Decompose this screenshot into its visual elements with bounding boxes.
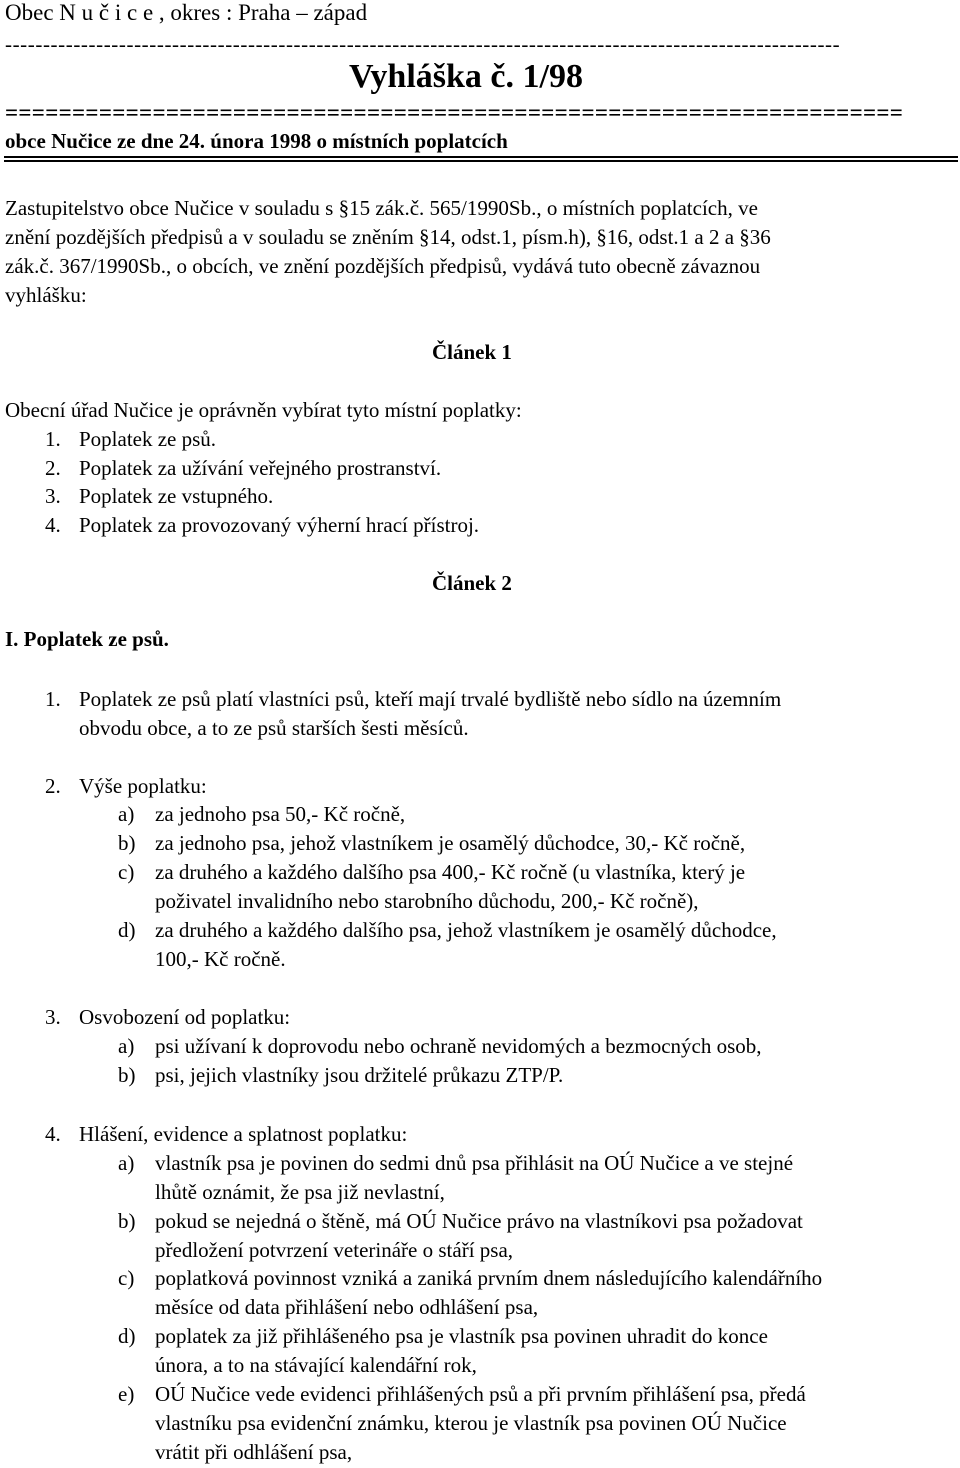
paragraph-number: 4. [45,1122,61,1146]
municipality-line: Obec N u č i c e , okres : Praha – západ [5,0,368,25]
double-rule [4,156,958,162]
item-text: OÚ Nučice vede evidenci přihlášených psů a při prvním přihlášení psa, předá [155,1382,806,1406]
item-letter: b) [118,831,136,855]
item-text-continued: vrátit při odhlášení psa, [155,1440,353,1464]
list-item-number: 2. [45,456,61,480]
item-letter: c) [118,1266,135,1290]
paragraph-title: Hlášení, evidence a splatnost poplatku: [79,1122,408,1146]
list-item-text: Poplatek ze vstupného. [79,484,274,508]
item-text-continued: předložení potvrzení veterináře o stáří psa, [155,1238,514,1262]
item-text: za jednoho psa 50,- Kč ročně, [155,802,406,826]
item-text-continued: 100,- Kč ročně. [155,947,286,971]
item-letter: d) [118,1324,136,1348]
paragraph-line: Poplatek ze psů platí vlastníci psů, kteří mají trvalé bydliště nebo sídlo na územním [79,687,782,711]
equals-rule: =================================================================== [5,103,904,123]
document-subtitle: obce Nučice ze dne 24. února 1998 o místních poplatcích [5,129,508,153]
item-text-continued: lhůtě oznámit, že psa již nevlastní, [155,1180,445,1204]
item-text: pokud se nejedná o štěně, má OÚ Nučice právo na vlastníkovi psa požadovat [155,1209,803,1233]
item-letter: c) [118,860,135,884]
list-item-text: Poplatek za provozovaný výherní hrací přístroj. [79,513,480,537]
paragraph-number: 3. [45,1005,61,1029]
paragraph-number: 2. [45,774,61,798]
list-item-number: 3. [45,484,61,508]
article-2-heading: Článek 2 [432,571,512,595]
item-letter: d) [118,918,136,942]
paragraph-number: 1. [45,687,61,711]
item-letter: b) [118,1209,136,1233]
intro-line: vyhlášku: [5,283,87,307]
article-1-lead: Obecní úřad Nučice je oprávněn vybírat tyto místní poplatky: [5,398,522,422]
dash-rule: -------------------------------------------------------------------------------------------------------------- [5,33,841,55]
item-text: poplatková povinnost vzniká a zaniká prvním dnem následujícího kalendářního [155,1266,823,1290]
item-letter: b) [118,1063,136,1087]
item-text-continued: února, a to na stávající kalendářní rok, [155,1353,477,1377]
list-item-text: Poplatek ze psů. [79,427,217,451]
item-letter: a) [118,802,135,826]
item-text: za druhého a každého dalšího psa 400,- Kč ročně (u vlastníka, který je [155,860,746,884]
intro-line: Zastupitelstvo obce Nučice v souladu s §15 zák.č. 565/1990Sb., o místních poplatcích, ve [5,196,758,220]
paragraph-title: Výše poplatku: [79,774,207,798]
item-text-continued: poživatel invalidního nebo starobního důchodu, 200,- Kč ročně), [155,889,699,913]
paragraph-line: obvodu obce, a to ze psů starších šesti měsíců. [79,716,469,740]
list-item-number: 1. [45,427,61,451]
article-1-heading: Článek 1 [432,340,512,364]
item-text: poplatek za již přihlášeného psa je vlastník psa povinen uhradit do konce [155,1324,768,1348]
item-text-continued: měsíce od data přihlášení nebo odhlášení psa, [155,1295,539,1319]
item-letter: a) [118,1151,135,1175]
item-text-continued: vlastníku psa evidenční známku, kterou je vlastník psa povinen OÚ Nučice [155,1411,787,1435]
intro-line: zák.č. 367/1990Sb., o obcích, ve znění pozdějších předpisů, vydává tuto obecně závaznou [5,254,761,278]
item-text: za druhého a každého dalšího psa, jehož vlastníkem je osamělý důchodce, [155,918,777,942]
section-title: I. Poplatek ze psů. [5,627,169,651]
item-text: za jednoho psa, jehož vlastníkem je osamělý důchodce, 30,- Kč ročně, [155,831,746,855]
paragraph-title: Osvobození od poplatku: [79,1005,291,1029]
list-item-number: 4. [45,513,61,537]
intro-line: znění pozdějších předpisů a v souladu se zněním §14, odst.1, písm.h), §16, odst.1 a 2 a §36 [5,225,771,249]
item-text: vlastník psa je povinen do sedmi dnů psa přihlásit na OÚ Nučice a ve stejné [155,1151,794,1175]
item-text: psi, jejich vlastníky jsou držitelé průkazu ZTP/P. [155,1063,564,1087]
item-letter: a) [118,1034,135,1058]
item-text: psi užívaní k doprovodu nebo ochraně nevidomých a bezmocných osob, [155,1034,762,1058]
document-title: Vyhláška č. 1/98 [349,58,583,95]
item-letter: e) [118,1382,135,1406]
list-item-text: Poplatek za užívání veřejného prostranství. [79,456,442,480]
